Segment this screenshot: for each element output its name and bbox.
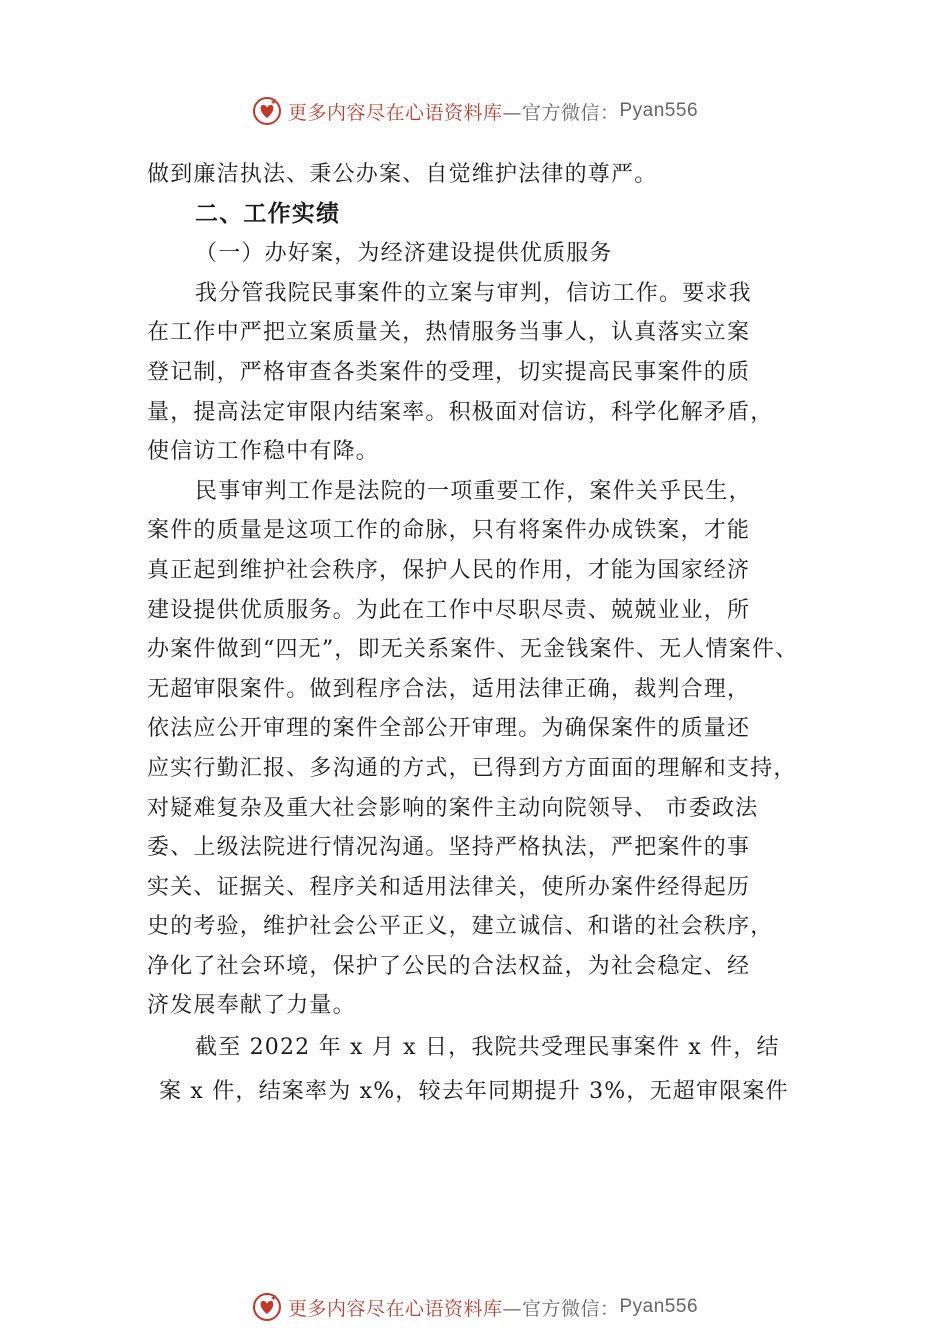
watermark-text: 更多内容尽在心语资料库 bbox=[287, 1297, 503, 1320]
text-line: 做到廉洁执法、秉公办案、自觉维护法律的尊严。 bbox=[147, 162, 658, 187]
text-line: 依法应公开审理的案件全部公开审理。为确保案件的质量还 bbox=[147, 716, 751, 742]
paragraph-1 bbox=[147, 274, 837, 472]
watermark-wechat-label: —官方微信： bbox=[502, 101, 620, 124]
subsection-heading: （一）办好案，为经济建设提供优质服务 bbox=[195, 241, 613, 267]
text-line: 量，提高法定审限内结案率。积极面对信访，科学化解矛盾， bbox=[147, 399, 774, 425]
text-line: 民事审判工作是法院的一项重要工作，案件关乎民生， bbox=[195, 478, 752, 504]
text-line: 我分管我院民事案件的立案与审判，信访工作。要求我 bbox=[195, 280, 752, 306]
text-line: 建设提供优质服务。为此在工作中尽职尽责、兢兢业业，所 bbox=[147, 597, 751, 623]
text-line: 截至 2022 年 x 月 x 日，我院共受理民事案件 x 件，结 bbox=[195, 1035, 780, 1061]
watermark-footer bbox=[0, 1292, 950, 1322]
text-line: 案件的质量是这项工作的命脉，只有将案件办成铁案，才能 bbox=[147, 518, 751, 544]
watermark-header bbox=[0, 96, 950, 126]
text-line: 实关、证据关、程序关和适用法律关，使所办案件经得起历 bbox=[147, 874, 751, 900]
text-line: 案 x 件，结案率为 x%，较去年同期提升 3%，无超审限案件 bbox=[159, 1079, 789, 1105]
paragraph-2 bbox=[147, 472, 837, 1026]
text-line: 真正起到维护社会秩序，保护人民的作用，才能为国家经济 bbox=[147, 557, 751, 583]
text-line: 在工作中严把立案质量关，热情服务当事人，认真落实立案 bbox=[147, 320, 751, 346]
document-body bbox=[147, 155, 837, 1114]
text-line: 对疑难复杂及重大社会影响的案件主动向院领导、 市委政法 bbox=[147, 795, 759, 821]
text-line: 办案件做到“四无”，即无关系案件、无金钱案件、无人情案件、 bbox=[147, 637, 799, 663]
text-line: 净化了社会环境，保护了公民的合法权益，为社会稳定、经 bbox=[147, 953, 751, 979]
text-line: 史的考验，维护社会公平正义，建立诚信、和谐的社会秩序， bbox=[147, 914, 774, 940]
watermark-text: 更多内容尽在心语资料库 bbox=[287, 101, 503, 124]
text-line: 委、上级法院进行情况沟通。坚持严格执法，严把案件的事 bbox=[147, 835, 751, 861]
watermark-wechat-label: —官方微信： bbox=[502, 1297, 620, 1320]
text-line: 使信访工作稳中有降。 bbox=[147, 439, 380, 465]
watermark-wechat-id: Pyan556 bbox=[619, 1296, 699, 1317]
text-line: 应实行勤汇报、多沟通的方式，已得到方方面面的理解和支持， bbox=[147, 755, 797, 781]
heart-logo-icon bbox=[252, 1292, 282, 1322]
paragraph-3 bbox=[147, 1026, 837, 1114]
section-heading: 二、工作实绩 bbox=[195, 200, 341, 227]
text-line: 济发展奉献了力量。 bbox=[147, 993, 356, 1019]
watermark-wechat-id: Pyan556 bbox=[619, 100, 699, 121]
text-line: 无超审限案件。做到程序合法，适用法律正确，裁判合理， bbox=[147, 676, 751, 702]
text-line: 登记制，严格审查各类案件的受理，切实提高民事案件的质 bbox=[147, 359, 751, 385]
heart-logo-icon bbox=[252, 96, 282, 126]
